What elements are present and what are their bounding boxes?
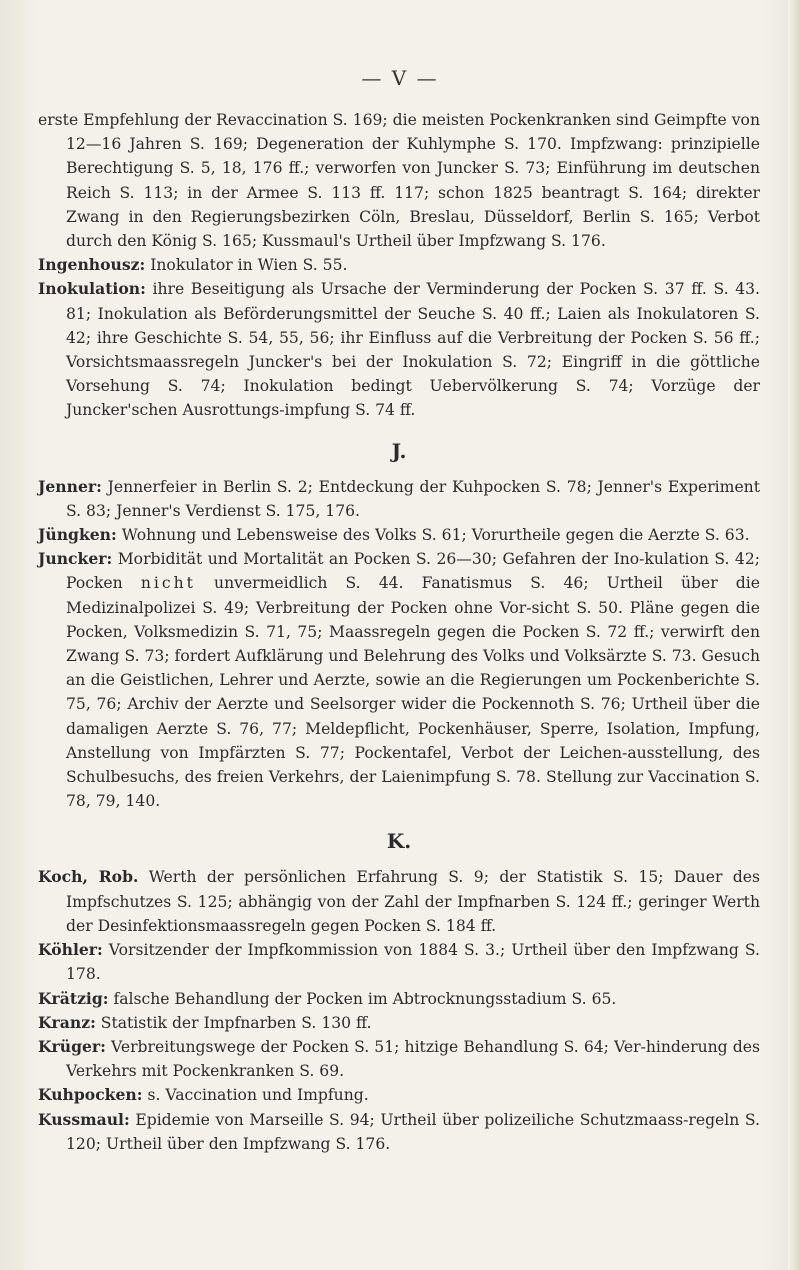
index-entry-kussmaul: Kussmaul: Epidemie von Marseille S. 94; Urtheil über polizeiliche Schutzmaass-regeln S. 120; Urtheil über den Impfzwang S. 176. xyxy=(38,1109,760,1153)
index-entry-kuhpocken: Kuhpocken: s. Vaccination und Impfung. xyxy=(38,1085,369,1105)
index-entry-continuation: erste Empfehlung der Revaccination S. 169; die meisten Pockenkranken sind Geimpfte von 12—16 Jahren S. 169; Degeneration der Kuhlymphe S. 170. Impfzwang: prinzipielle Berechtigung S. 5, 18, 176 ff.; verworfen von Juncker S. 73; Einführung im deutschen Reich S. 113; in der Armee S. 113 ff. 117; schon 1825 beantragt S. 164; direkter Zwang in den Regierungsbezirken Cöln, Breslau, Düsseldorf, Berlin S. 165; Verbot durch den König S. 165; Kussmaul's Urtheil über Impfzwang S. 176. xyxy=(38,111,760,251)
index-content xyxy=(38,108,760,1156)
section-letter-j: J. xyxy=(391,438,407,463)
index-entry-jenner: Jenner: Jennerfeier in Berlin S. 2; Entdeckung der Kuhpocken S. 78; Jenner's Experiment S. 83; Jenner's Verdienst S. 175, 176. xyxy=(38,476,760,520)
section-letter-k: K. xyxy=(386,829,412,854)
index-entry-juncker: Juncker: Morbidität und Mortalität an Pocken S. 26—30; Gefahren der Ino-kulation S. 42; Pocken nicht unvermeidlich S. 44. Fanatismus S. 46; Urtheil über die Medizinalpolizei S. 49; Verbreitung der Pocken ohne Vor-sicht S. 50. Pläne gegen die Pocken, Volksmedizin S. 71, 75; Maassregeln gegen die Pocken S. 72 ff.; verwirft den Zwang S. 73; fordert Aufklärung und Belehrung des Volks und Volksärzte S. 73. Gesuch an die Geistlichen, Lehrer und Aerzte, sowie an die Regierungen um Pockenberichte S. 75, 76; Archiv der Aerzte und Seelsorger wider die Pockennoth S. 76; Urtheil über die damaligen Aerzte S. 76, 77; Meldepflicht, Pockenhäuser, Sperre, Isolation, Impfung, Anstellung von Impfärzten S. 77; Pockentafel, Verbot der Leichen-ausstellung, des Schulbesuchs, des freien Verkehrs, der Laienimpfung S. 78. Stellung zur Vaccination S. 78, 79, 140. xyxy=(38,549,760,811)
index-entry-krueger: Krüger: Verbreitungswege der Pocken S. 51; hitzige Behandlung S. 64; Ver-hinderung des Verkehrs mit Pockenkranken S. 69. xyxy=(38,1036,760,1081)
page-number: — V — xyxy=(361,66,439,90)
emphasized-word: nicht xyxy=(140,574,196,593)
index-entry-inokulation: Inokulation: ihre Beseitigung als Ursache der Verminderung der Pocken S. 37 ff. S. 43. 81; Inokulation als Beförderungsmittel der Seuche S. 40 ff.; Laien als Inokulatoren S. 42; ihre Geschichte S. 54, 55, 56; ihr Einfluss auf die Verbreitung der Pocken S. 56 ff.; Vorsichtsmaassregeln Juncker's bei der Inokulation S. 72; Eingriff in die göttliche Vorsehung S. 74; Inokulation bedingt Uebervölkerung S. 74; Vorzüge der Juncker'schen Ausrottungs-impfung S. 74 ff. xyxy=(38,279,760,420)
index-entry-juengken: Jüngken: Wohnung und Lebensweise des Volks S. 61; Vorurtheile gegen die Aerzte S. 63. xyxy=(38,525,750,545)
index-entry-koch: Koch, Rob. Werth der persönlichen Erfahrung S. 9; der Statistik S. 15; Dauer des Impfschutzes S. 125; abhängig von der Zahl der Impfnarben S. 124 ff.; geringer Werth der Desinfektionsmaassregeln gegen Pocken S. 184 ff. xyxy=(38,867,760,935)
index-entry-kranz: Kranz: Statistik der Impfnarben S. 130 ff. xyxy=(38,1012,372,1032)
index-entry-ingenhousz: Ingenhousz: Inokulator in Wien S. 55. xyxy=(38,255,348,275)
page-edge xyxy=(788,0,800,1270)
index-entry-kraetzig: Krätzig: falsche Behandlung der Pocken im Abtrocknungsstadium S. 65. xyxy=(38,988,617,1008)
index-entry-koehler: Köhler: Vorsitzender der Impfkommission von 1884 S. 3.; Urtheil über den Impfzwang S. 178. xyxy=(38,940,760,984)
